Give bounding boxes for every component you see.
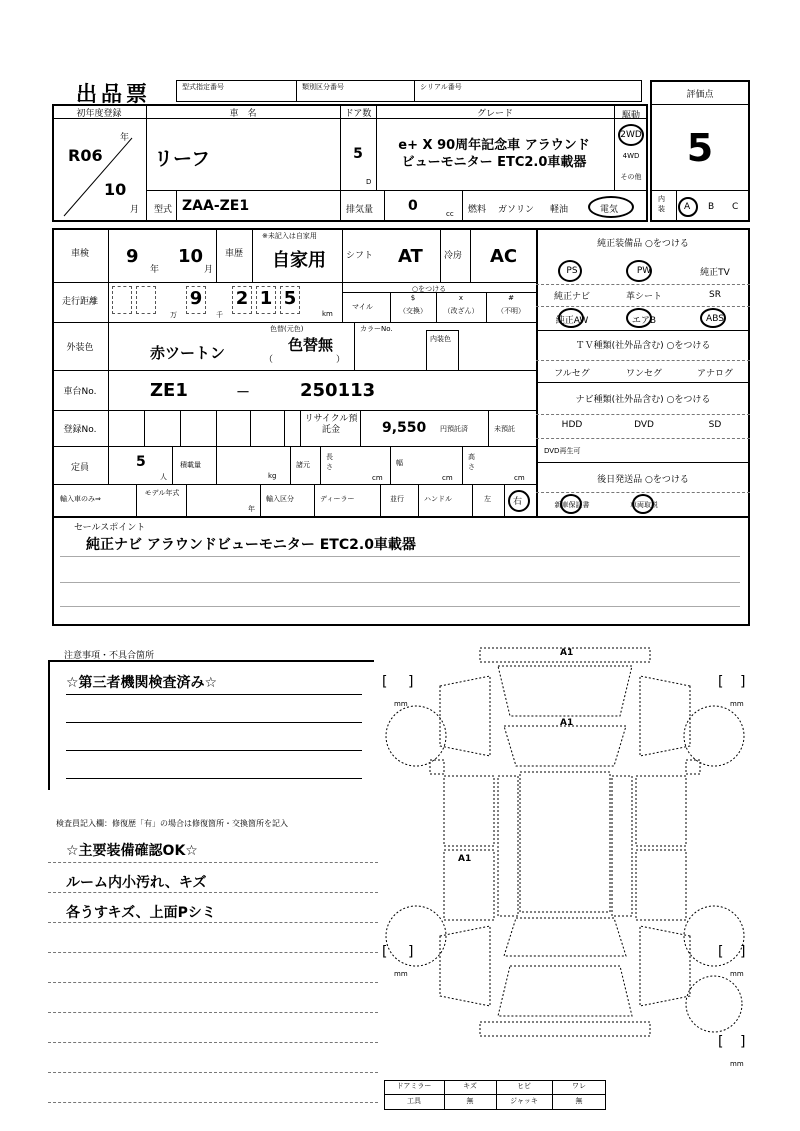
history-note: ※未記入は自家用 [262,232,317,240]
later-title: 後日発送品 ○をつける [597,475,689,485]
later-warranty: 新車保証書 [554,501,590,509]
drive-4wd: 4WD [622,152,640,160]
chassis-dash: － [236,385,250,401]
aw-circle [558,308,584,328]
mileage-digit-4: 5 [283,288,297,309]
legend-r2-c1: 工具 [407,1097,421,1105]
drive-2wd: 2WD [620,130,642,140]
tire-bracket-fr-close: ] [740,674,746,690]
load-label: 積載量 [180,461,201,469]
first-reg-month: 10 [104,180,127,199]
interior-a-circle [678,197,698,217]
inspection-month-unit: 月 [204,265,214,275]
exterior-color-label: 外装色 [66,343,94,353]
score-value: 5 [686,126,714,170]
inspection-month: 10 [178,246,204,267]
drive-other: その他 [620,173,642,181]
tv-fullseg: フルセグ [554,369,590,379]
tire-bracket-rr-open: [ [718,944,724,960]
form-title: 出品票 [76,82,151,106]
door-suffix: D [366,178,372,186]
tire-bracket-fl-open: [ [382,674,388,690]
tv-analog: アナログ [696,369,733,379]
pw-circle [626,260,652,282]
tire-unit-rl: mm [394,970,408,978]
mileage-mile: マイル [352,303,373,311]
tire-unit-fr: mm [730,700,744,708]
capacity-unit: 人 [160,473,167,481]
interior-grade-a: A [684,202,691,212]
inspection-year-unit: 年 [150,265,160,275]
car-name: リーフ [154,148,211,170]
mileage-box-2 [136,286,156,314]
mileage-sen: 千 [216,311,223,319]
tire-bracket-rl-open: [ [382,944,388,960]
abs-circle [700,308,726,328]
tire-unit-rr: mm [730,970,744,978]
notes-line-1: ☆第三者機関検査済み☆ [66,675,218,691]
legend-r1-c4: ワレ [572,1082,586,1090]
navi-title: ナビ種類(社外品含む) ○をつける [575,395,711,405]
inspection-year: 9 [126,246,139,267]
sales-point-text: 純正ナビ アラウンドビューモニター ETC2.0車載器 [86,537,416,553]
first-reg-month-unit: 月 [130,205,140,215]
equipment-item: 純正TV [700,267,730,278]
interior-grade-c: C [732,202,739,212]
mileage-man: 万 [170,311,177,319]
dims-length: 長さ [326,453,333,471]
interior-color-label: 内装色 [430,335,451,343]
handle-left: 左 [484,495,491,503]
equipment-item: エアB [631,315,657,326]
tire-bracket-fr-open: [ [718,674,724,690]
tv-title: ＴＶ種類(社外品含む) ○をつける [575,341,711,351]
damage-mark-hood: A1 [560,718,574,728]
equipment-item: PW [636,266,652,276]
chassis-prefix: ZE1 [150,380,188,401]
tire-unit-fl: mm [394,700,408,708]
model-year-unit: 年 [248,505,255,513]
import-label: 輸入車のみ⇒ [60,495,101,503]
load-unit: kg [268,472,277,480]
equipment-item: 純正ナビ [553,291,590,302]
fuel-electric: 電気 [600,205,619,215]
tire-bracket-fl-close: ] [408,674,414,690]
ac-label: 冷房 [444,251,463,261]
door-count-label: ドア数 [344,108,372,119]
tire-bracket-rr-close: ] [740,944,746,960]
dims-height-unit: cm [514,474,525,482]
mileage-unknown-symbol: # [508,294,514,302]
interior-label: 内装 [658,195,665,213]
import-dealer: ディーラー [320,495,355,503]
manual-circle [632,494,654,514]
chassis-label: 車台No. [63,387,97,397]
dims-width-unit: cm [442,474,453,482]
legend-r2-c3: ジャッキ [510,1097,538,1105]
damage-mark-left-door: A1 [458,854,472,864]
displacement-value: 0 [408,198,418,214]
handle-right: 右 [513,497,523,507]
fuel-gasoline: ガソリン [498,205,535,215]
inspector-line-1: ☆主要装備確認OK☆ [66,843,198,859]
mileage-tamper: （改ざん） [443,307,479,315]
score-label: 評価点 [686,89,714,100]
model-no-label: 型式指定番号 [182,83,224,91]
mileage-unknown: （不明） [497,307,525,315]
tire-unit-spare: mm [730,1060,744,1068]
ps-circle [558,260,582,282]
mileage-digit-1: 9 [189,288,203,309]
mileage-circle-note: ○をつける [412,285,447,293]
displacement-unit: cc [446,210,454,218]
class-no-label: 類別区分番号 [302,83,344,91]
exterior-color-value: 赤ツートン [150,344,226,362]
recycle-label: リサイクル預託金 [304,414,358,435]
first-reg-era: R06 [68,146,103,165]
recycle-value: 9,550 [382,420,427,436]
history-value: 自家用 [272,250,326,271]
model-year-label: モデル年式 [144,489,180,497]
repaint-value: 色替無 [288,336,334,354]
grade-value: e+ X 90周年記念車 アラウンドビューモニター ETC2.0車載器 [398,138,590,170]
dims-width: 幅 [396,459,403,467]
equipment-title: 純正装備品 ○をつける [597,239,689,249]
equipment-item: PS [566,266,578,276]
drive-2wd-circle [618,124,644,146]
color-no-label: カラーNo. [360,325,393,333]
shift-label: シフト [346,251,374,261]
fuel-electric-circle [588,196,634,218]
capacity-label: 定員 [70,463,89,473]
legend-r1-c1: ドアミラー [396,1082,432,1090]
import-parallel: 並行 [390,495,404,503]
mileage-km: km [322,310,333,318]
dims-length-unit: cm [372,474,383,482]
mileage-digit-2: 2 [235,288,249,309]
door-count: 5 [353,146,363,162]
mileage-label: 走行距離 [61,297,98,307]
tire-bracket-rl-close: ] [408,944,414,960]
equipment-item: SR [709,290,721,300]
repaint-paren-close: ） [336,355,346,365]
history-label: 車歴 [224,249,243,259]
fuel-label: 燃料 [468,205,487,215]
inspector-line-3: 各うすキズ、上面Pシミ [66,905,216,921]
warranty-circle [560,494,582,514]
grade-label: グレード [476,108,513,119]
mileage-swap: （交換） [399,307,427,315]
dims-label: 諸元 [296,461,310,469]
later-manual: 車両取説 [630,501,658,509]
inspector-line-2: ルーム内小汚れ、キズ [66,875,207,891]
registration-label: 登録No. [63,425,97,435]
type-value: ZAA-ZE1 [182,198,250,214]
equipment-item: ABS [706,314,724,324]
tv-oneseg: ワンセグ [625,369,662,379]
tire-bracket-spare-open: [ [718,1034,724,1050]
shift-value: AT [398,246,423,267]
car-name-label: 車 名 [229,108,257,119]
sales-point-label: セールスポイント [74,523,146,533]
legend-r1-c2: キズ [463,1082,477,1090]
navi-sd: SD [708,420,722,430]
dims-height: 高さ [468,453,475,471]
chassis-number: 250113 [300,380,376,401]
mileage-swap-symbol: $ [410,294,416,302]
ac-value: AC [490,246,518,267]
equipment-item: 革シート [625,291,662,302]
repaint-label: 色替(元色) [270,325,304,333]
drive-label: 駆動 [621,110,640,121]
navi-dvd: DVD [634,420,654,430]
mileage-digit-3: 1 [259,288,273,309]
navi-hdd: HDD [561,420,583,430]
fuel-diesel: 軽油 [550,205,569,215]
type-label: 型式 [154,205,173,215]
recycle-deposited: 円預託済 [440,425,468,433]
displacement-label: 排気量 [346,205,374,215]
handle-label: ハンドル [424,495,452,503]
legend-r2-c2: 無 [466,1097,474,1105]
import-category-label: 輸入区分 [266,495,294,503]
handle-right-circle [508,490,530,512]
serial-label: シリアル番号 [420,83,462,91]
interior-grade-b: B [708,202,715,212]
mileage-box-1 [112,286,132,314]
mileage-tamper-symbol: x [458,294,464,302]
damage-mark-bumper: A1 [560,648,574,658]
legend-r1-c3: ヒビ [517,1082,531,1090]
inspector-label: 検査員記入欄：修復歴「有」の場合は修復箇所・交換箇所を記入 [56,819,288,828]
notes-label: 注意事項・不具合箇所 [64,651,155,661]
recycle-not-deposited: 未預託 [494,425,515,433]
equipment-item: 純正AW [555,315,589,326]
first-reg-label: 初年度登録 [76,108,122,119]
navi-dvd-play: DVD再生可 [544,447,581,455]
inspection-label: 車検 [70,249,89,259]
tire-bracket-spare-close: ] [740,1034,746,1050]
repaint-paren-open: （ [264,355,274,365]
airbag-circle [626,308,652,328]
car-damage-diagram [380,636,760,1076]
capacity-value: 5 [136,454,146,470]
legend-r2-c4: 無 [575,1097,583,1105]
first-reg-year-unit: 年 [120,133,130,143]
header-code-strip [176,80,642,102]
